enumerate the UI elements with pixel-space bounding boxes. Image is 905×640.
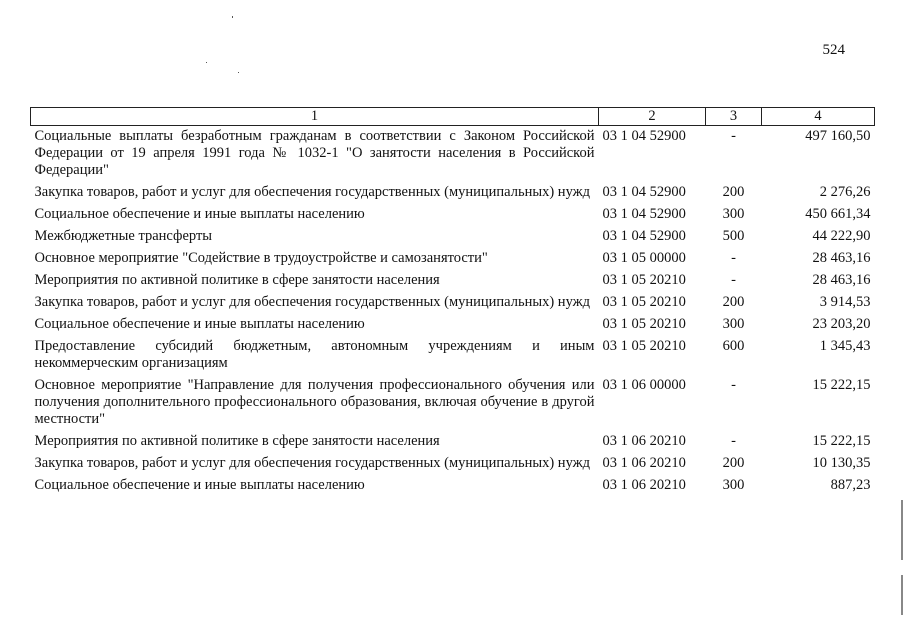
row-name: Социальное обеспечение и иные выплаты населению	[34, 206, 365, 222]
row-name: Мероприятия по активной политике в сфере занятости населения	[34, 272, 440, 288]
row-expense-type: 300	[722, 316, 745, 332]
row-code: 03 1 04 52900	[602, 228, 686, 244]
table-row	[31, 182, 875, 204]
row-expense-type: -	[731, 128, 736, 144]
row-amount: 1 345,43	[819, 338, 871, 354]
row-code: 03 1 06 20210	[602, 455, 686, 471]
row-amount: 450 661,34	[805, 206, 871, 222]
scan-speck	[232, 16, 233, 18]
table-row	[31, 375, 875, 431]
row-expense-type: 600	[722, 338, 745, 354]
row-code: 03 1 05 20210	[602, 316, 686, 332]
row-code: 03 1 05 20210	[602, 338, 686, 354]
scan-edge-mark	[901, 575, 903, 615]
row-code: 03 1 05 20210	[602, 294, 686, 310]
row-name: Социальное обеспечение и иные выплаты населению	[34, 316, 365, 332]
row-expense-type: -	[731, 272, 736, 288]
row-code: 03 1 04 52900	[602, 184, 686, 200]
table-row	[31, 453, 875, 475]
table-row	[31, 270, 875, 292]
scan-edge-mark	[901, 500, 903, 560]
row-name: Основное мероприятие "Содействие в трудоустройстве и самозанятости"	[34, 250, 488, 266]
table-row	[31, 314, 875, 336]
row-amount: 497 160,50	[805, 128, 871, 144]
row-name: Социальное обеспечение и иные выплаты населению	[34, 477, 365, 493]
row-code: 03 1 06 20210	[602, 433, 686, 449]
table-body	[31, 126, 875, 498]
table-row	[31, 226, 875, 248]
row-amount: 887,23	[830, 477, 871, 493]
row-name: Предоставление субсидий бюджетным, автономным учреждениям и иным некоммерческим организациям	[34, 338, 595, 371]
table-row	[31, 336, 875, 375]
row-amount: 3 914,53	[819, 294, 871, 310]
row-expense-type: 200	[722, 184, 745, 200]
scan-speck	[238, 72, 239, 73]
row-expense-type: 200	[722, 294, 745, 310]
row-amount: 15 222,15	[812, 377, 871, 393]
row-code: 03 1 04 52900	[602, 206, 686, 222]
header-col-3: 3	[706, 108, 762, 126]
row-amount: 10 130,35	[812, 455, 871, 471]
row-amount: 28 463,16	[812, 272, 871, 288]
table-row	[31, 204, 875, 226]
row-code: 03 1 06 00000	[602, 377, 686, 393]
table-row	[31, 248, 875, 270]
row-name: Социальные выплаты безработным гражданам в соответствии с Законом Российской Федерации от 19 апреля 1991 года № 1032-1 "О занятости населения в Российской Федерации"	[34, 128, 595, 178]
row-expense-type: -	[731, 377, 736, 393]
row-code: 03 1 05 20210	[602, 272, 686, 288]
scan-speck	[206, 62, 207, 63]
header-row	[31, 108, 875, 126]
row-name: Закупка товаров, работ и услуг для обеспечения государственных (муниципальных) нужд	[34, 455, 591, 471]
row-amount: 23 203,20	[812, 316, 871, 332]
table-row	[31, 431, 875, 453]
table-header	[31, 108, 875, 126]
table-row	[31, 475, 875, 497]
row-code: 03 1 05 00000	[602, 250, 686, 266]
row-name: Закупка товаров, работ и услуг для обеспечения государственных (муниципальных) нужд	[34, 184, 591, 200]
header-col-4: 4	[762, 108, 875, 126]
table-row	[31, 126, 875, 183]
header-col-2: 2	[599, 108, 706, 126]
budget-table	[30, 107, 875, 497]
row-amount: 44 222,90	[812, 228, 871, 244]
row-code: 03 1 06 20210	[602, 477, 686, 493]
row-name: Закупка товаров, работ и услуг для обеспечения государственных (муниципальных) нужд	[34, 294, 591, 310]
row-expense-type: 300	[722, 206, 745, 222]
row-amount: 28 463,16	[812, 250, 871, 266]
row-expense-type: 500	[722, 228, 745, 244]
row-expense-type: 200	[722, 455, 745, 471]
table-row	[31, 292, 875, 314]
row-amount: 15 222,15	[812, 433, 871, 449]
row-name: Межбюджетные трансферты	[34, 228, 213, 244]
row-expense-type: -	[731, 250, 736, 266]
row-name: Основное мероприятие "Направление для получения профессионального обучения или получения дополнительного профессионального образования, включая обучение в другой местности"	[34, 377, 595, 427]
row-amount: 2 276,26	[819, 184, 871, 200]
page-number: 524	[822, 42, 845, 58]
row-name: Мероприятия по активной политике в сфере занятости населения	[34, 433, 440, 449]
row-expense-type: 300	[722, 477, 745, 493]
row-code: 03 1 04 52900	[602, 128, 686, 144]
header-col-1: 1	[31, 108, 599, 126]
row-expense-type: -	[731, 433, 736, 449]
